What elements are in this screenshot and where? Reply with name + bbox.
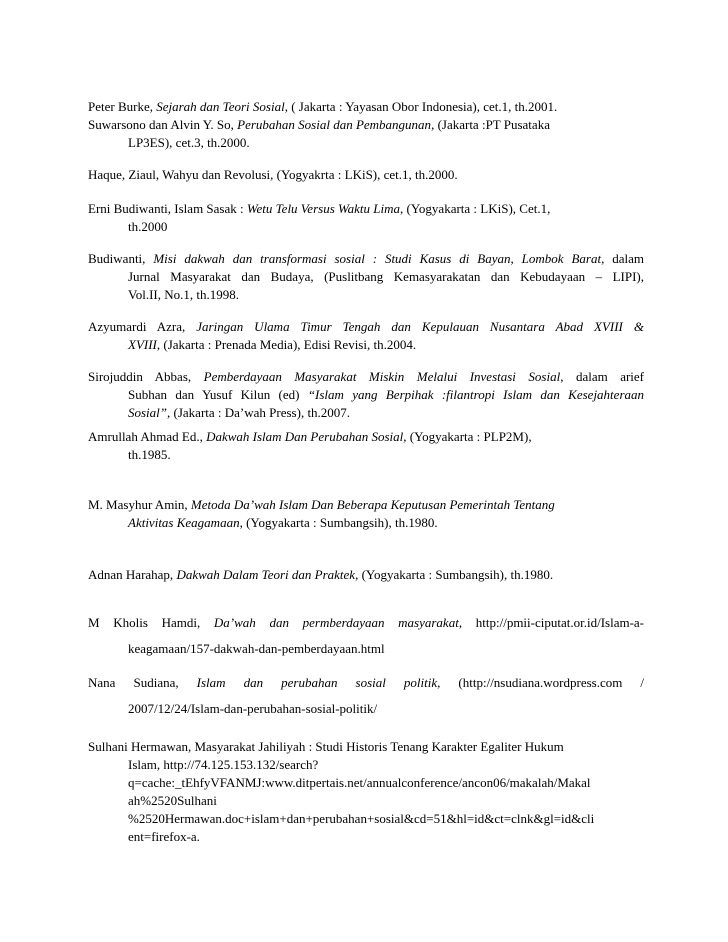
reference-hamdi (88, 614, 644, 658)
reference-line: Sulhani Hermawan, Masyarakat Jahiliyah : Studi Historis Tenang Karakter Egaliter Hukum (88, 739, 564, 754)
reference-author: Amrullah Ahmad Ed., (88, 429, 207, 444)
reference-title: Aktivitas Keagamaan (128, 515, 240, 530)
reference-line: Jurnal Masyarakat dan Budaya, (Puslitbang Kemasyarakatan dan Kebudayaan – LIPI), (128, 269, 644, 284)
reference-author: Suwarsono dan Alvin Y. So, (88, 117, 238, 132)
reference-line (88, 368, 644, 386)
reference-publication: , (Jakarta : Prenada Media), Edisi Revisi, th.2004. (156, 337, 417, 352)
reference-abbas (88, 368, 644, 422)
reference-editors: Subhan dan Yusuf Kilun (ed) (128, 387, 308, 402)
reference-author: Nana Sudiana, (88, 675, 197, 690)
reference-publication: , ( Jakarta : Yayasan Obor Indonesia), cet.1, th.2001. (284, 99, 558, 114)
reference-url: , http://pmii-ciputat.or.id/Islam-a- (458, 615, 644, 630)
reference-url-line: ah%2520Sulhani (128, 793, 217, 808)
reference-publication: , dalam arief (560, 369, 645, 384)
reference-title: Da’wah dan permberdayaan masyarakat (213, 615, 459, 630)
reference-line (88, 428, 644, 446)
reference-sudiana (88, 674, 644, 718)
reference-url-line: 2007/12/24/Islam-dan-perubahan-sosial-politik/ (128, 701, 378, 716)
reference-url-line: ent=firefox-a. (128, 829, 200, 844)
reference-line (88, 566, 644, 584)
reference-publication: , (Yogyakarta : Sumbangsih), th.1980. (355, 567, 554, 582)
reference-book-title: Sosial”, (128, 405, 171, 420)
reference-author: Erni Budiwanti, Islam Sasak : (88, 201, 247, 216)
reference-author: Peter Burke, (88, 99, 157, 114)
reference-line (88, 98, 644, 116)
reference-separator: , (510, 251, 522, 266)
reference-azra (88, 318, 644, 354)
reference-line (88, 200, 644, 218)
reference-title: Perubahan Sosial dan Pembangunan (237, 117, 432, 132)
reference-url: , (http://nsudiana.wordpress.com / (437, 675, 644, 690)
reference-url-line: %2520Hermawan.doc+islam+dan+perubahan+sosial&cd=51&hl=id&ct=clnk&gl=id&cli (128, 811, 595, 826)
reference-line (88, 318, 644, 336)
reference-title: Misi dakwah dan transformasi sosial : Studi Kasus di Bayan (153, 251, 511, 266)
reference-publication: , (Yogyakarta : Sumbangsih), th.1980. (239, 515, 438, 530)
reference-author: M Kholis Hamdi, (88, 615, 214, 630)
reference-author: Azyumardi Azra, (88, 319, 197, 334)
reference-line (88, 404, 644, 422)
reference-amin (88, 496, 644, 532)
reference-author: Sirojuddin Abbas, (88, 369, 204, 384)
reference-url-line: keagamaan/157-dakwah-dan-pemberdayaan.html (128, 641, 385, 656)
reference-title: XVIII (128, 337, 157, 352)
reference-harahap (88, 566, 644, 584)
reference-line (88, 336, 644, 354)
reference-line: LP3ES), cet.3, th.2000. (128, 135, 250, 150)
reference-publication: , dalam (601, 251, 644, 266)
reference-author: Budiwanti, (88, 251, 154, 266)
reference-line: th.1985. (128, 447, 171, 462)
reference-book-title: “Islam yang Berpihak :filantropi Islam dan Kesejahteraan (307, 387, 644, 402)
reference-url-line: q=cache:_tEhfyVFANMJ:www.ditpertais.net/annualconference/ancon06/makalah/Makal (128, 775, 591, 790)
reference-erni (88, 200, 644, 236)
reference-line (88, 496, 644, 514)
reference-amrullah (88, 428, 644, 464)
reference-line: th.2000 (128, 219, 168, 234)
reference-line (88, 614, 644, 632)
reference-title: Jaringan Ulama Timur Tengah dan Kepulauan Nusantara Abad XVIII & (196, 319, 644, 334)
reference-title: Dakwah Islam Dan Perubahan Sosial (206, 429, 404, 444)
reference-title: Pemberdayaan Masyarakat Miskin Melalui Investasi Sosial (203, 369, 561, 384)
reference-title-b: Lombok Barat (521, 251, 602, 266)
reference-title: Islam dan perubahan sosial politik (196, 675, 438, 690)
reference-burke (88, 98, 644, 116)
reference-line (88, 386, 644, 404)
reference-publication: (Jakarta : Da’wah Press), th.2007. (170, 405, 351, 420)
reference-line: Vol.II, No.1, th.1998. (128, 287, 239, 302)
reference-publication: , (Yogyakarta : LKiS), Cet.1, (400, 201, 551, 216)
reference-line (88, 674, 644, 692)
reference-title: Wetu Telu Versus Waktu Lima (246, 201, 401, 216)
reference-url-line: Islam, http://74.125.153.132/search? (128, 757, 319, 772)
reference-author: M. Masyhur Amin, (88, 497, 191, 512)
reference-title: Dakwah Dalam Teori dan Praktek (176, 567, 356, 582)
reference-haque (88, 166, 644, 184)
reference-line (88, 514, 644, 532)
reference-line: Haque, Ziaul, Wahyu dan Revolusi, (Yogyakrta : LKiS), cet.1, th.2000. (88, 167, 458, 182)
reference-hermawan (88, 738, 644, 846)
reference-line (88, 116, 644, 134)
reference-publication: , (Yogyakarta : PLP2M), (403, 429, 532, 444)
reference-line (88, 250, 644, 268)
reference-publication: , (Jakarta :PT Pusataka (431, 117, 550, 132)
reference-title: Sejarah dan Teori Sosial (156, 99, 285, 114)
reference-suwarsono (88, 116, 644, 152)
reference-author: Adnan Harahap, (88, 567, 177, 582)
reference-budiwanti (88, 250, 644, 304)
reference-title: Metoda Da’wah Islam Dan Beberapa Keputusan Pemerintah Tentang (190, 497, 555, 512)
